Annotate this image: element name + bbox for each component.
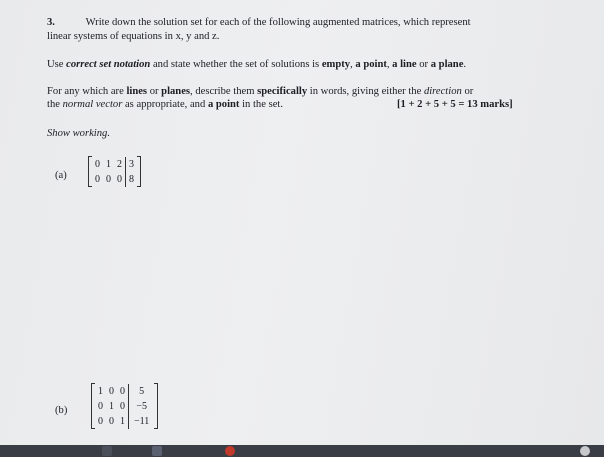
matrix-entry: 0 [98, 400, 103, 412]
marks-allocation: [1 + 2 + 5 + 5 = 13 marks] [397, 99, 513, 110]
question-intro: Write down the solution set for each of the following augmented matrices, which represent [85, 17, 471, 28]
matrix-entry: 0 [95, 173, 100, 185]
matrix-entry: −5 [129, 399, 155, 414]
matrix-entry: 1 [109, 400, 114, 412]
emphasis: a point [355, 59, 387, 70]
instruction-notation [47, 59, 466, 71]
show-working-note: Show working. [47, 128, 110, 139]
emphasis: direction [423, 86, 462, 97]
part-b-label: (b) [55, 405, 68, 416]
matrix-entry: −11 [129, 414, 155, 429]
matrix-b [91, 383, 158, 429]
matrix-entry: 0 [98, 415, 103, 427]
taskbar-app-icon[interactable] [102, 446, 112, 456]
text: the [47, 99, 63, 110]
text: , [386, 59, 393, 70]
text: , describe them [190, 86, 258, 97]
matrix-a [88, 156, 141, 187]
matrix-entry: 0 [109, 415, 114, 427]
emphasis: specifically [257, 86, 308, 97]
matrix-entry: 1 [106, 158, 111, 170]
emphasis: correct set notation [66, 59, 151, 70]
emphasis: a plane [430, 59, 464, 70]
text: . [463, 59, 467, 70]
emphasis: empty [321, 59, 351, 70]
emphasis: planes [161, 86, 191, 97]
text: , [350, 59, 356, 70]
taskbar [0, 445, 604, 457]
taskbar-app-icon[interactable] [580, 446, 590, 456]
matrix-entry: 1 [98, 385, 103, 397]
taskbar-app-icon[interactable] [152, 446, 162, 456]
right-bracket [137, 157, 141, 187]
matrix-entry: 0 [109, 385, 114, 397]
emphasis: a point [207, 99, 240, 110]
text: in words, giving either the [307, 86, 424, 97]
taskbar-app-icon[interactable] [225, 446, 235, 456]
part-a-label: (a) [55, 170, 67, 181]
matrix-entry: 0 [117, 173, 122, 185]
instruction-describe [47, 86, 473, 98]
text: and state whether the set of solutions is [150, 59, 322, 70]
matrix-entry: 8 [126, 172, 138, 187]
matrix-entry: 0 [120, 400, 125, 412]
matrix-entry: 3 [126, 157, 138, 172]
text: For any which are [47, 86, 127, 97]
question-header [47, 17, 471, 29]
text: as appropriate, and [122, 99, 208, 110]
matrix-entry: 2 [117, 158, 122, 170]
emphasis: normal vector [62, 99, 123, 110]
instruction-describe-cont [47, 99, 283, 111]
question-number: 3. [47, 17, 55, 28]
matrix-entry: 1 [120, 415, 125, 427]
text: or [147, 86, 162, 97]
emphasis: lines [126, 86, 148, 97]
emphasis: a line [392, 59, 417, 70]
text: Use [47, 59, 67, 70]
text: or [461, 86, 474, 97]
right-bracket [154, 384, 158, 429]
matrix-entry: 5 [129, 384, 155, 399]
matrix-entry: 0 [106, 173, 111, 185]
text: or [416, 59, 431, 70]
question-intro-cont: linear systems of equations in x, y and z. [47, 31, 220, 42]
text: in the set. [239, 99, 283, 110]
matrix-entry: 0 [95, 158, 100, 170]
matrix-entry: 0 [120, 385, 125, 397]
